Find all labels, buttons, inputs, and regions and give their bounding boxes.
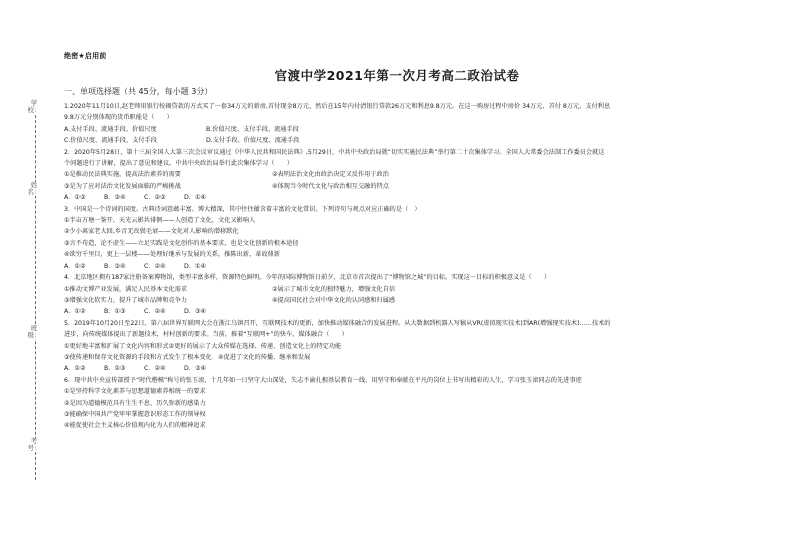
choice-letter: C．②④: [144, 262, 166, 270]
choice-letter: B．①③: [104, 308, 126, 316]
answer-option: ②表明法治文化由政治决定又反作用于政治: [272, 171, 389, 179]
answer-option: ④提高国民社会对中华文化的认同感和归属感: [272, 296, 396, 304]
choice-row: [64, 306, 768, 317]
choice-letter: C．②④: [144, 308, 166, 316]
secret-mark: 绝密★启用前: [64, 52, 107, 60]
question-stem: 4．北京地区拥有187家注册备案博物馆，类型丰富多样，资源特色鲜明。今年的国际博物馆日前夕，北京市首次提出了“博物馆之城”的目标。实现这一目标的积极意义是（ ）: [64, 274, 551, 282]
binding-margin: [26, 100, 42, 480]
choice-letter: B．③④: [104, 194, 126, 202]
answer-option: ④欲穷千里目，更上一层楼——处理好继承与发展的关系，推陈出新，革故鼎新: [64, 251, 280, 259]
binding-dashed-line: [35, 100, 36, 480]
option-row: [64, 169, 768, 180]
answer-option: ④体现当今时代文化与政治相互交融的特点: [272, 182, 389, 190]
choice-letter: C．②④: [144, 365, 166, 373]
answer-option: ③言不苟造，论不虚生——立足实践是文化创作的基本要求，也是文化创新的根本途径: [64, 239, 299, 247]
section-heading: 一、单项选择题（共 45分，每小题 3分）: [64, 87, 213, 96]
question-block: [64, 318, 768, 375]
question-list: [64, 101, 768, 432]
choice-letter: A．①②: [64, 262, 86, 270]
choice-row: [64, 363, 768, 374]
question-block: [64, 101, 768, 147]
answer-option: ③增强文化软实力，提升了城市品牌和竞争力: [64, 296, 188, 304]
choice-letter: A．①②: [64, 365, 86, 373]
answer-option: ③能确保中国共产党牢牢掌握意识形态工作的领导权: [64, 410, 206, 418]
question-block: [64, 147, 768, 204]
choice-row: [64, 261, 768, 272]
question-stem: 个问题进行了讲解，提出了意见和建议。中共中央政治局举行此次集体学习（ ）: [64, 160, 293, 168]
answer-option: ②是因为道德模范具有生生不息、历久弥新的感染力: [64, 399, 206, 407]
option-row: [64, 124, 768, 135]
answer-option: ②少小离家老大回,乡音无改鬓毛衰——文化对人影响的潜移默化: [64, 228, 239, 236]
answer-option: C.价值尺度、流通手段、支付手段: [64, 137, 157, 145]
binding-label-number: 考号：: [27, 437, 41, 452]
answer-option: ①更好地丰富和扩展了文化内容和形式②更好的展示了大众传媒在选择、传递、创造文化上的特定功能: [64, 342, 342, 350]
answer-option: B.价值尺度、支付手段、流通手段: [206, 125, 299, 133]
question-stem: 2．2020年5月28日，第十三届全国人大第三次会议审议通过《中华人民共和国民法典》,5月29日，中共中央政治局就“切实实施民法典”举行第二十次集体学习。全国人大常委会法制工作委员会就这: [64, 148, 605, 156]
answer-option: A.支付手段、流通手段、价值尺度: [64, 125, 157, 133]
choice-letter: B．①③: [104, 365, 126, 373]
answer-option: D.支付手段、价值尺度、流通手段: [206, 137, 300, 145]
choice-letter: A．①②: [64, 308, 86, 316]
choice-letter: D．③④: [184, 365, 207, 373]
question-stem: 6．现中共中央宣传部授予“时代楷模”称号的张玉滚，十几年如一日坚守大山深处，失志不渝扎根基层教育一线，用坚守和奉献在平凡的岗位上书写出精彩的人生，学习张玉滚同志的先进事迹: [64, 376, 582, 384]
question-block: [64, 272, 768, 318]
page-title: 官渡中学2021年第一次月考高二政治试卷: [274, 68, 520, 83]
answer-option: ②展示了城市文化的独特魅力，增强文化自信: [272, 285, 396, 293]
choice-letter: A．①③: [64, 194, 86, 202]
answer-option: ①推动文博产业发展，满足人民基本文化需求: [64, 285, 188, 293]
option-row: [64, 181, 768, 192]
choice-letter: B．③④: [104, 262, 126, 270]
question-block: [64, 375, 768, 432]
question-stem: 3．中国是一个诗词的国度。古典诗词意蕴丰富、博大精深，其中往往蕴含着丰富的文化常识。下列诗句与观点对应正确的是（ ）: [64, 205, 421, 213]
question-stem: 5．2019年10月20日至22日，第六届世界互联网大会在浙江乌镇召开，互联网技术的更新，加快推动媒体融合的发展进程。从大数据到机器人写稿从VR(虚拟现实技术)到AR(增强现实技术)……技术的: [64, 319, 611, 327]
choice-letter: D．①④: [184, 194, 207, 202]
option-row: [64, 135, 768, 146]
option-row: [64, 284, 768, 295]
question-stem: 进步，向传统媒体提出了新题技术，村村创新的要求。当前，推着“互联网+”的快车，媒体融合（ ）: [64, 331, 348, 339]
question-block: [64, 204, 768, 272]
binding-label-class: 班级：: [27, 324, 41, 339]
answer-option: ③使传递和保存文化资源的手段和方式发生了根本变化 ④促进了文化的传播、继承和发展: [64, 353, 311, 361]
answer-option: ①半亩方塘一鉴开，天光云影共徘徊——人创造了文化，文化又影响人: [64, 217, 256, 225]
binding-label-name: 姓名：: [27, 181, 41, 196]
choice-letter: D．③④: [184, 308, 207, 316]
answer-option: ①是推动民法典实施，提高法治素养的需要: [64, 171, 181, 179]
option-row: [64, 295, 768, 306]
question-stem: 1.2020年11月10日,赵老师用银行按揭贷款的方式买了一套34万元的新房,首付现金8万元，然后在15年内付清银行贷款26万元和利息9.8万元。在这一购房过程中房价 34万元、首付 8万元、支付利息: [64, 103, 611, 110]
answer-option: ④能促使社会主义核心价值观内化为人们的精神追求: [64, 422, 206, 430]
choice-row: [64, 192, 768, 203]
choice-letter: C．②③: [144, 194, 166, 202]
choice-letter: D．①④: [184, 262, 207, 270]
question-stem: 9.8万元分别体现的货币职能是（ ）: [64, 114, 173, 122]
answer-option: ③是为了应对法治文化发展面临的严峻挑战: [64, 182, 181, 190]
binding-label-school: 学校：: [27, 99, 41, 114]
answer-option: ①是坚持科学文化素养与思想道德素养相统一的要求: [64, 388, 206, 396]
